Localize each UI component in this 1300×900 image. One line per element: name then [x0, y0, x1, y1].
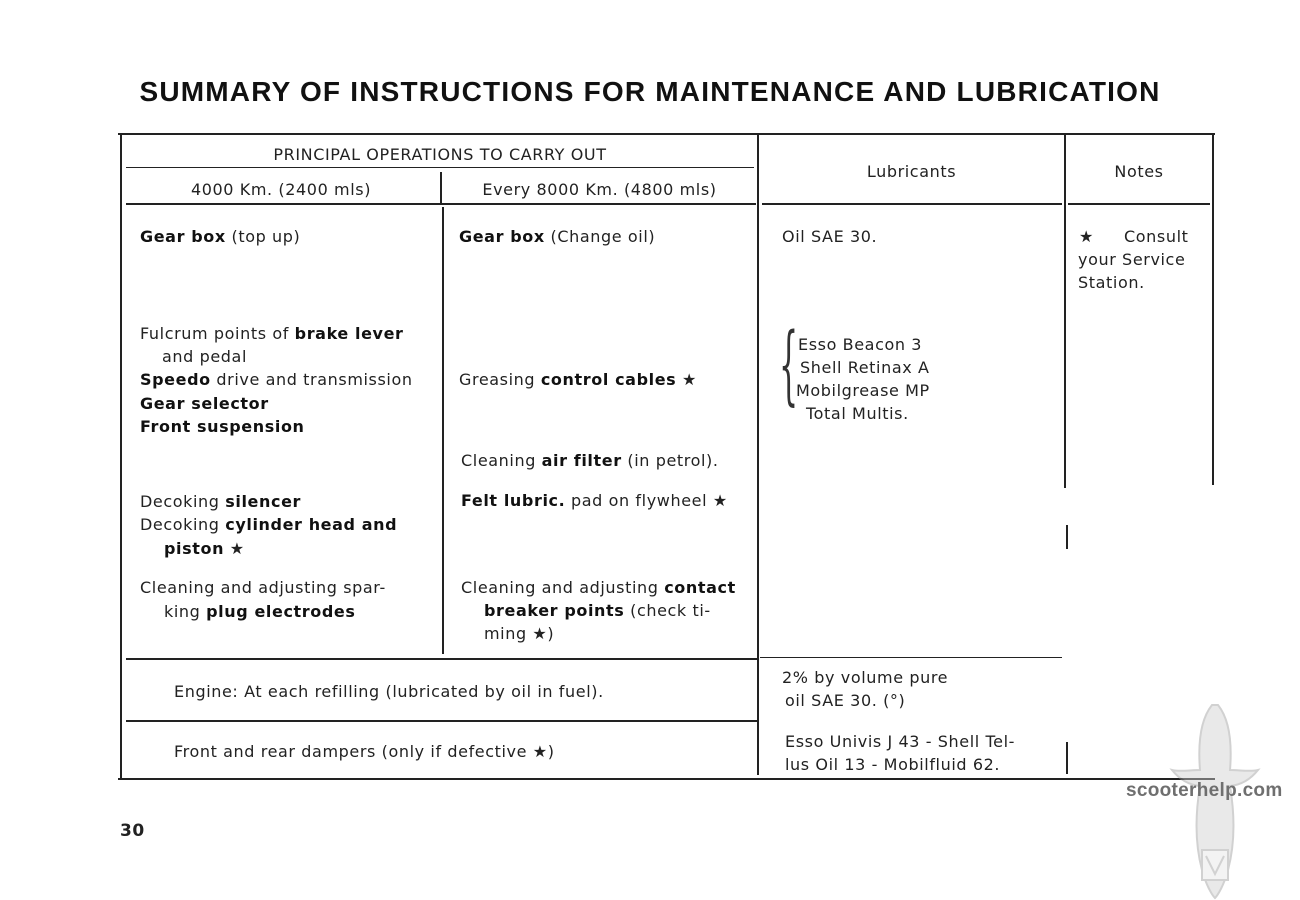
engine-lubricant-1: 2% by volume pure	[782, 668, 949, 687]
header-4000-km: 4000 Km. (2400 mls)	[190, 180, 372, 199]
grease-esso: Esso Beacon 3	[798, 335, 923, 354]
star-icon: ★	[229, 539, 245, 558]
grease-mobil: Mobilgrease MP	[796, 381, 930, 400]
fulcrum-points: Fulcrum points of brake lever	[140, 324, 404, 343]
felt-lubric-pad: Felt lubric. pad on flywheel ★	[461, 491, 728, 510]
dampers-lubricant-2: lus Oil 13 - Mobilfluid 62.	[785, 755, 1001, 774]
cleaning-spark-plug: Cleaning and adjusting spar-	[140, 578, 386, 597]
header-notes: Notes	[1114, 162, 1164, 181]
header-8000-km: Every 8000 Km. (4800 mls)	[482, 180, 717, 199]
fulcrum-pedal: and pedal	[162, 347, 247, 366]
left-brace-icon: {	[779, 315, 799, 415]
page-number: 30	[120, 821, 145, 841]
decoking-silencer: Decoking silencer	[140, 492, 302, 511]
header-lubricants: Lubricants	[866, 162, 957, 181]
front-rear-dampers: Front and rear dampers (only if defective ★)	[174, 742, 555, 761]
engine-refilling: Engine: At each refilling (lubricated by oil in fuel).	[174, 682, 604, 701]
cleaning-contact: Cleaning and adjusting contact	[461, 578, 736, 597]
header-principal-operations: PRINCIPAL OPERATIONS TO CARRY OUT	[273, 145, 607, 164]
engine-lubricant-2: oil SAE 30. (°)	[785, 691, 906, 710]
star-icon: ★	[532, 624, 548, 643]
gearbox-change-oil: Gear box (Change oil)	[459, 227, 656, 246]
grease-total: Total Multis.	[806, 404, 909, 423]
front-suspension: Front suspension	[140, 417, 305, 436]
cleaning-air-filter: Cleaning air filter (in petrol).	[461, 451, 719, 470]
star-icon: ★	[712, 491, 728, 510]
gearbox-lubricant: Oil SAE 30.	[782, 227, 878, 246]
notes-line-1: Consult	[1124, 227, 1189, 246]
notes-star-icon: ★	[1079, 227, 1094, 246]
greasing-control-cables: Greasing control cables ★	[459, 370, 697, 389]
grease-shell: Shell Retinax A	[800, 358, 930, 377]
decoking-cylinder-head: Decoking cylinder head and	[140, 515, 398, 534]
star-icon: ★	[532, 742, 548, 761]
page-title: SUMMARY OF INSTRUCTIONS FOR MAINTENANCE AND LUBRICATION	[139, 76, 1161, 107]
notes-line-3: Station.	[1078, 273, 1145, 292]
watermark-text: scooterhelp.com	[1126, 780, 1283, 801]
notes-line-2: your Service	[1078, 250, 1186, 269]
breaker-points: breaker points (check ti-	[484, 601, 711, 620]
gear-selector: Gear selector	[140, 394, 269, 413]
star-icon: ★	[681, 370, 697, 389]
dampers-lubricant-1: Esso Univis J 43 - Shell Tel-	[785, 732, 1016, 751]
breaker-timing: ming ★)	[484, 624, 555, 643]
spark-plug-electrodes: king plug electrodes	[164, 602, 356, 621]
gearbox-top-up: Gear box (top up)	[140, 227, 301, 246]
speedo-drive: Speedo drive and transmission	[140, 370, 413, 389]
decoking-piston: piston ★	[164, 539, 245, 558]
